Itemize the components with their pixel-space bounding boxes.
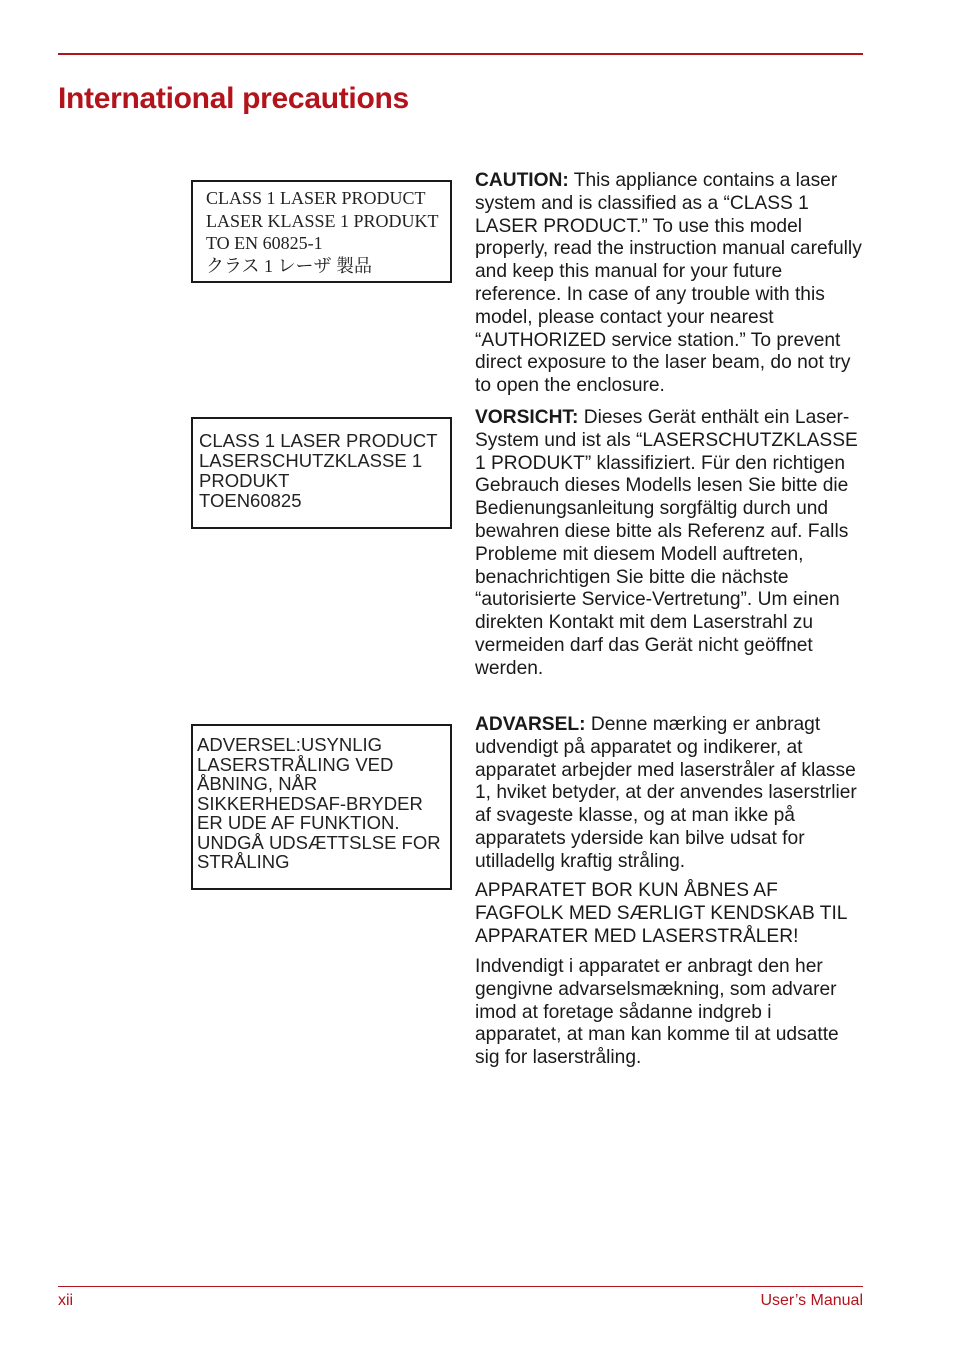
advarsel-lead: ADVARSEL: [475, 714, 586, 735]
manual-title: User’s Manual [760, 1292, 863, 1309]
footer-rule [58, 1286, 863, 1287]
label-line: LASER KLASSE 1 PRODUKT [206, 210, 439, 231]
label-line: TOEN60825 [199, 490, 302, 511]
laser-label-german [191, 417, 452, 529]
caution-lead: CAUTION: [475, 170, 569, 191]
vorsicht-text: Dieses Gerät enthält ein Laser-System und ist als “LASERSCHUTZKLASSE 1 PRODUKT” klassifiziert. Für den richtigen Gebrauch dieses Modells lesen Sie bitte die Bedienungsanleitung sorgfältig durch und bewahren diese bitte als Referenz auf. Falls Probleme mit diesem Modell auftreten, benachrichtigen Sie bitte die nächste “autorisierte Service-Vertretung”. Um einen direkten Kontakt mit dem Laserstrahl zu vermeiden darf das Gerät nicht geöffnet werden. [475, 407, 858, 679]
label-line: UNDGÅ UDSÆTTSLSE FOR [197, 831, 441, 853]
label-line: STRÅLING [197, 851, 290, 872]
laser-label-danish [191, 724, 452, 890]
label-line: ADVERSEL:USYNLIG [197, 734, 383, 755]
advarsel-text: Denne mærking er anbragt udvendigt på apparatet og indikerer, at apparatet arbejder med laserstråler af klasse 1, hviket betyder, at der anvendes laserstrlier af svageste klasse, og at man ikke på apparatets yderside kan bilve udsat for utilladellg kraftig stråling. [475, 714, 857, 872]
label-line: LASERSCHUTZKLASSE 1 [199, 450, 423, 471]
label-line: PRODUKT [199, 470, 290, 491]
label-line: LASERSTRÅLING VED [197, 753, 394, 775]
label-line: CLASS 1 LASER PRODUCT [199, 430, 438, 451]
advarsel-paragraph [475, 714, 863, 874]
header-rule [58, 53, 863, 55]
label-line: ER UDE AF FUNKTION. [197, 812, 400, 833]
caution-text: This appliance contains a laser system and is classified as a “CLASS 1 LASER PRODUCT.” To use this model properly, read the instruction manual carefully and keep this manual for your future reference. In case of any trouble with this model, please contact your nearest “AUTHORIZED service station.” To prevent direct exposure to the laser beam, do not try to open the enclosure. [475, 170, 862, 397]
label-line: SIKKERHEDSAF-BRYDER [197, 792, 423, 814]
page-title: International precautions [58, 82, 409, 115]
laser-label-english-japanese [191, 180, 452, 283]
label-line: CLASS 1 LASER PRODUCT [206, 188, 426, 208]
page-number: xii [58, 1292, 74, 1309]
label-line: ÅBNING, NÅR [197, 773, 318, 794]
label-line: クラス 1 レーザ 製品 [206, 255, 372, 276]
caution-paragraph [475, 170, 863, 398]
apparatet-paragraph: APPARATET BOR KUN ÅBNES AF FAGFOLK MED SÆRLIGT KENDSKAB TIL APPARATER MED LASERSTRÅLER! [475, 880, 847, 947]
label-line: TO EN 60825-1 [206, 233, 323, 253]
indvendigt-paragraph: Indvendigt i apparatet er anbragt den her gengivne advarselsmækning, som advarer imod at foretage sådanne indgreb i apparatet, at man kan komme til at udsatte sig for laserstråling. [475, 956, 839, 1069]
vorsicht-lead: VORSICHT: [475, 407, 579, 428]
vorsicht-paragraph [475, 407, 863, 681]
